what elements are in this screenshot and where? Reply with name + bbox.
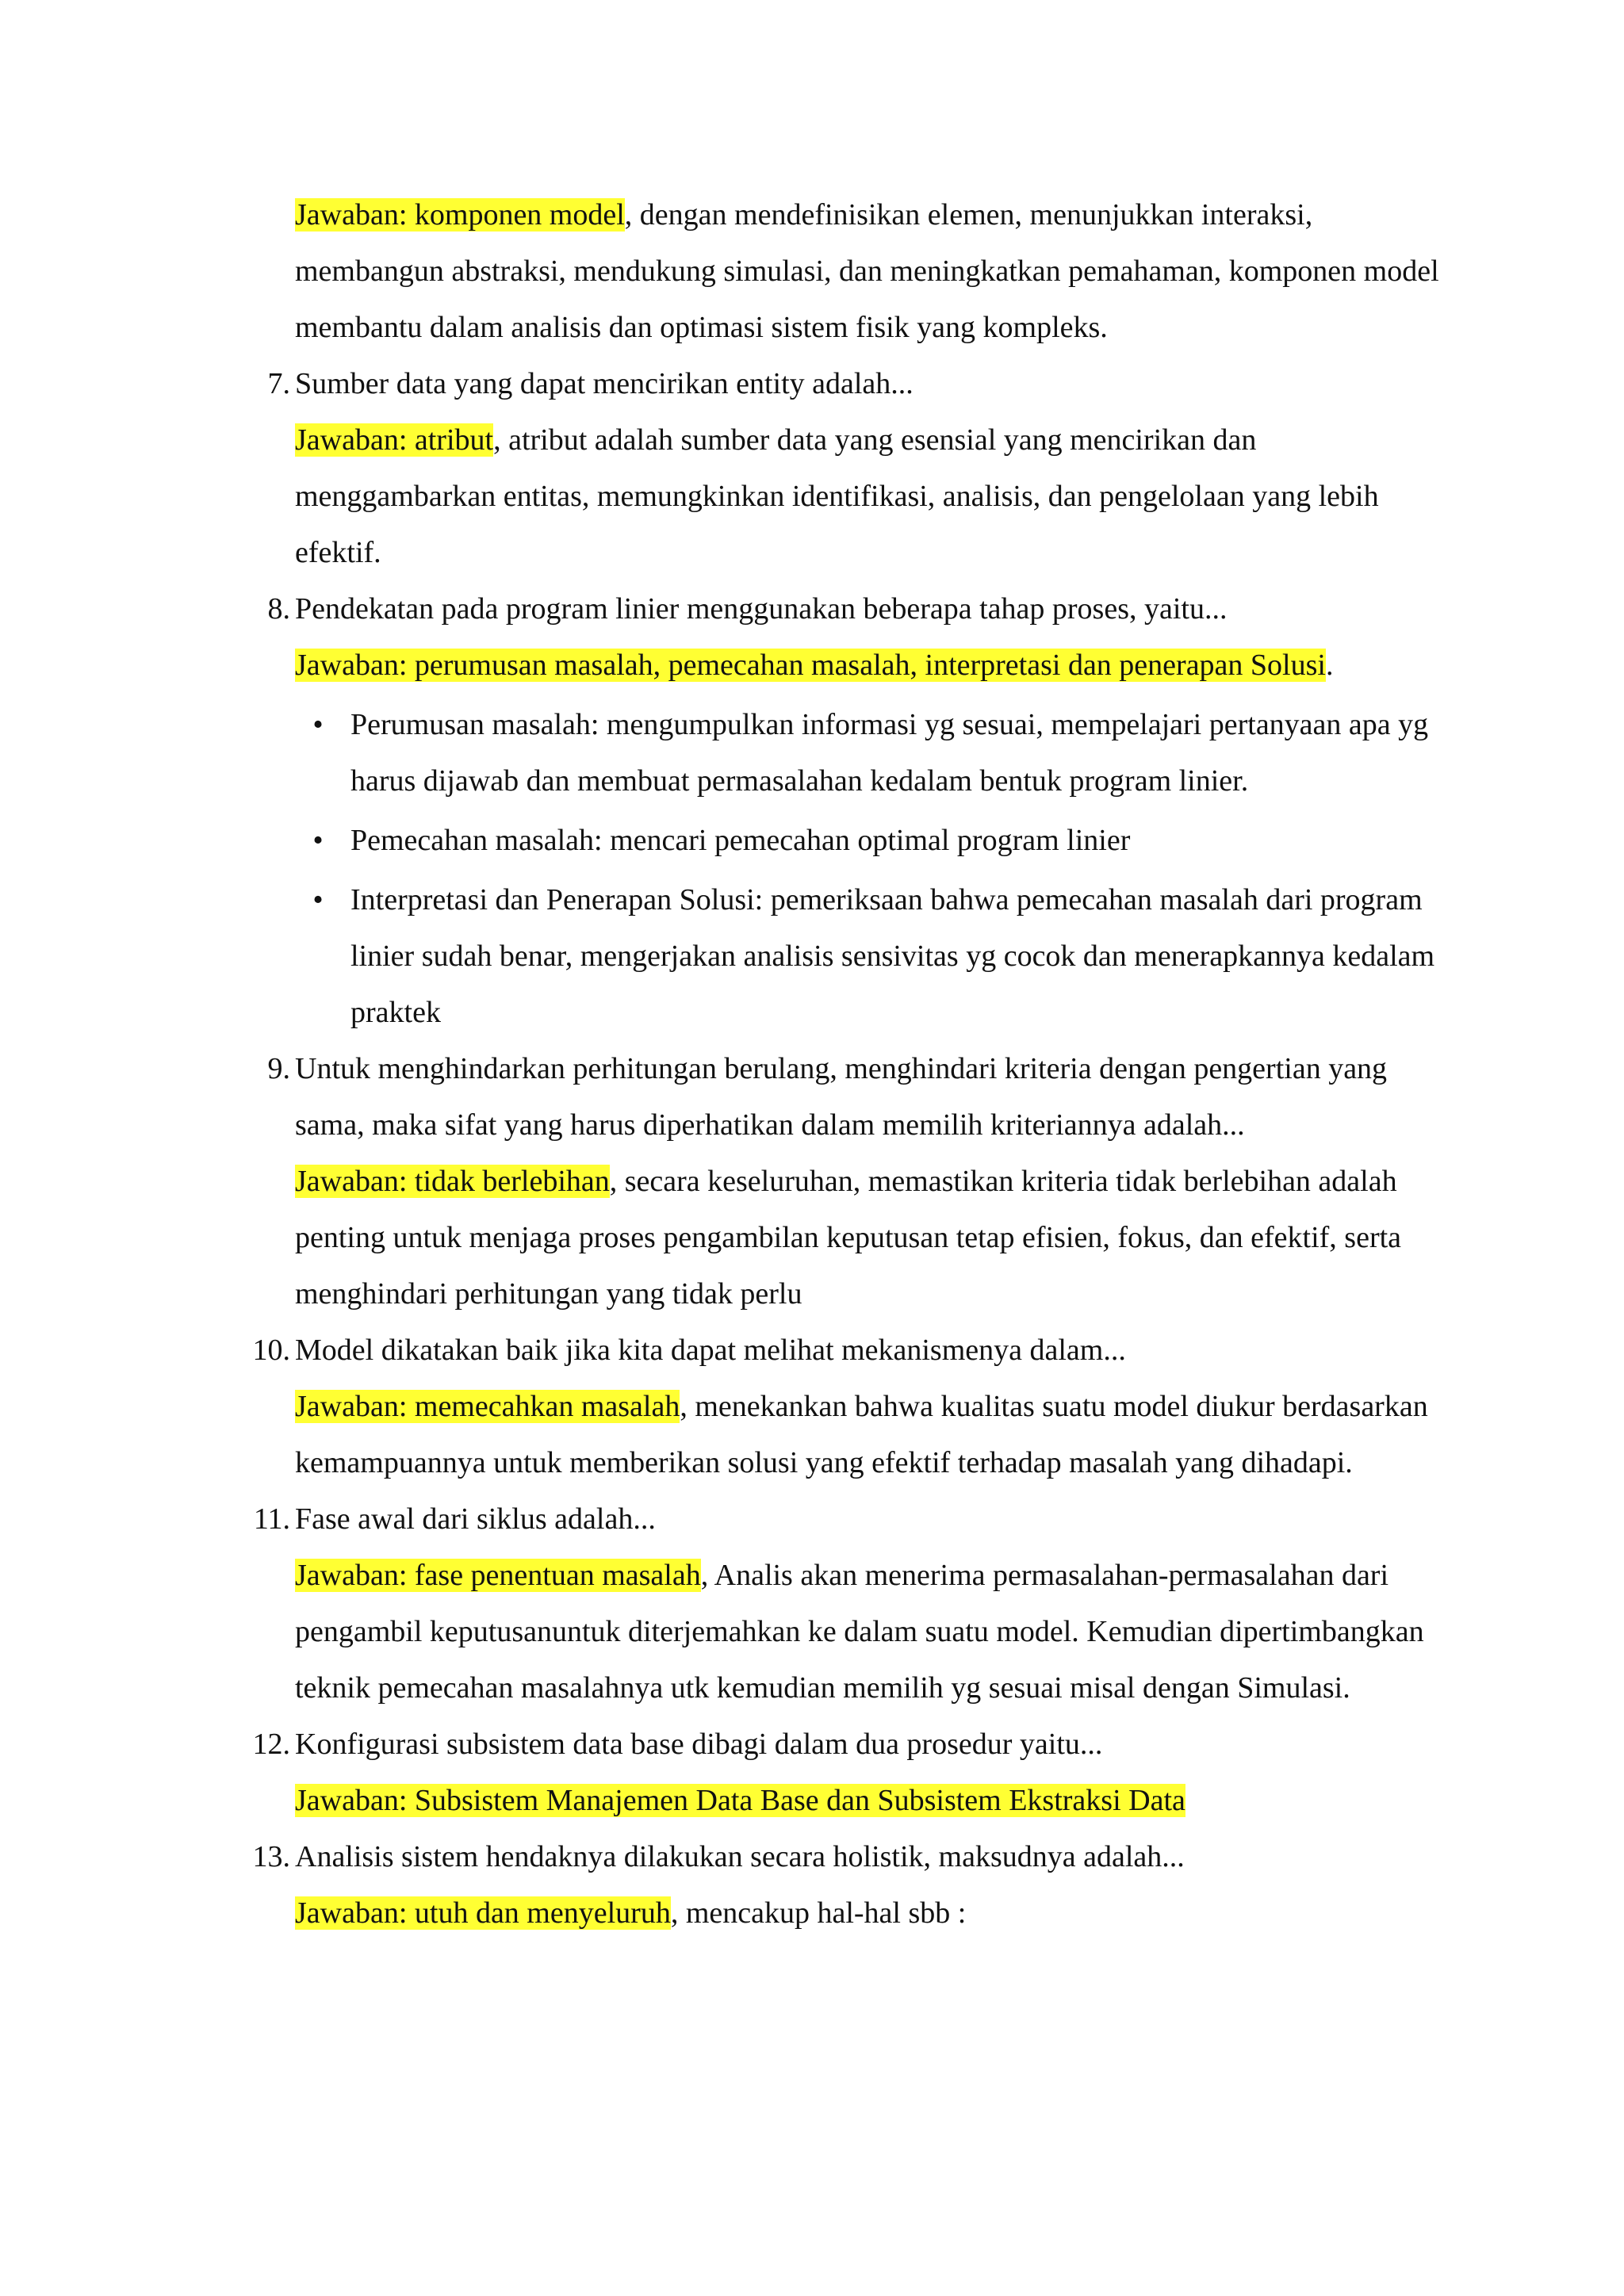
item-number: 11. — [253, 1502, 290, 1536]
answer-text: , menekankan bahwa kualitas suatu model diukur berdasarkan kemampuannya untuk memberikan solusi yang efektif terhadap masalah yang dihadapi. — [295, 1390, 1428, 1479]
question — [238, 356, 1443, 412]
list-item — [238, 356, 1443, 581]
answer — [238, 1773, 1443, 1829]
answer — [238, 637, 1443, 694]
question-text: Fase awal dari siklus adalah... — [295, 1502, 656, 1536]
answer — [238, 412, 1443, 581]
question — [238, 1716, 1443, 1773]
answer — [238, 1154, 1443, 1322]
question-text: Analisis sistem hendaknya dilakukan secara holistik, maksudnya adalah... — [295, 1840, 1185, 1873]
answer-highlight: Jawaban: fase penentuan masalah — [295, 1559, 701, 1592]
answer — [238, 1548, 1443, 1716]
answer-text: , mencakup hal-hal sbb : — [670, 1896, 967, 1930]
list-item — [238, 1491, 1443, 1716]
question-text: Model dikatakan baik jika kita dapat melihat mekanismenya dalam... — [295, 1334, 1126, 1367]
question — [238, 581, 1443, 637]
list-item — [238, 1829, 1443, 1942]
bullet-text: Perumusan masalah: mengumpulkan informasi yg sesuai, mempelajari pertanyaan apa yg harus dijawab dan membuat permasalahan kedalam bentuk program linier. — [350, 708, 1429, 798]
intro-answer — [238, 187, 1443, 356]
bullet-text: Pemecahan masalah: mencari pemecahan optimal program linier — [350, 824, 1131, 857]
item-number: 13. — [252, 1840, 290, 1873]
answer — [238, 1379, 1443, 1491]
answer-text: , atribut adalah sumber data yang esensial yang mencirikan dan menggambarkan entitas, memungkinkan identifikasi, analisis, dan pengelolaan yang lebih efektif. — [295, 423, 1379, 569]
answer-text: , Analis akan menerima permasalahan-permasalahan dari pengambil keputusanuntuk diterjemahkan ke dalam suatu model. Kemudian dipertimbangkan teknik pemecahan masalahnya utk kemudian memilih yg sesuai misal dengan Simulasi. — [295, 1559, 1424, 1705]
bullet-item — [238, 872, 1443, 1041]
bullet-list — [238, 697, 1443, 1041]
answer-highlight: Jawaban: Subsistem Manajemen Data Base dan Subsistem Ekstraksi Data — [295, 1784, 1185, 1817]
question-text: Untuk menghindarkan perhitungan berulang, menghindari kriteria dengan pengertian yang sama, maka sifat yang harus diperhatikan dalam memilih kriteriannya adalah... — [295, 1052, 1388, 1142]
answer-text: . — [1325, 649, 1334, 682]
bullet-dot-icon: • — [312, 708, 324, 741]
item-number: 10. — [252, 1334, 290, 1367]
document-content — [238, 187, 1443, 1942]
answer-highlight: Jawaban: komponen model — [295, 198, 625, 232]
answer-text: , secara keseluruhan, memastikan kriteria tidak berlebihan adalah penting untuk menjaga proses pengambilan keputusan tetap efisien, fokus, dan efektif, serta menghindari perhitungan yang tidak perlu — [295, 1165, 1402, 1311]
item-number: 12. — [252, 1728, 290, 1761]
answer-highlight: Jawaban: utuh dan menyeluruh — [295, 1896, 671, 1930]
item-number: 9. — [267, 1052, 290, 1085]
list-item — [238, 1322, 1443, 1491]
question — [238, 1322, 1443, 1379]
question — [238, 1041, 1443, 1154]
list-item — [238, 1041, 1443, 1322]
answer-highlight: Jawaban: atribut — [295, 423, 494, 457]
bullet-item — [238, 813, 1443, 869]
item-number: 8. — [267, 592, 290, 626]
question-text: Konfigurasi subsistem data base dibagi dalam dua prosedur yaitu... — [295, 1728, 1103, 1761]
answer-highlight: Jawaban: memecahkan masalah — [295, 1390, 680, 1423]
bullet-item — [238, 697, 1443, 809]
bullet-dot-icon: • — [312, 883, 324, 916]
question-text: Sumber data yang dapat mencirikan entity adalah... — [295, 367, 914, 400]
question — [238, 1491, 1443, 1548]
answer-highlight: Jawaban: perumusan masalah, pemecahan masalah, interpretasi dan penerapan Solusi — [295, 649, 1326, 682]
question-text: Pendekatan pada program linier menggunakan beberapa tahap proses, yaitu... — [295, 592, 1228, 626]
answer-text: , dengan mendefinisikan elemen, menunjukkan interaksi, membangun abstraksi, mendukung simulasi, dan meningkatkan pemahaman, komponen model membantu dalam analisis dan optimasi sistem fisik yang kompleks. — [295, 198, 1439, 344]
bullet-dot-icon: • — [312, 824, 324, 857]
answer — [238, 1885, 1443, 1942]
item-number: 7. — [267, 367, 290, 400]
answer-highlight: Jawaban: tidak berlebihan — [295, 1165, 610, 1198]
question — [238, 1829, 1443, 1885]
list-item — [238, 581, 1443, 1041]
bullet-text: Interpretasi dan Penerapan Solusi: pemeriksaan bahwa pemecahan masalah dari program linier sudah benar, mengerjakan analisis sensivitas yg cocok dan menerapkannya kedalam praktek — [350, 883, 1435, 1029]
list-item — [238, 1716, 1443, 1829]
